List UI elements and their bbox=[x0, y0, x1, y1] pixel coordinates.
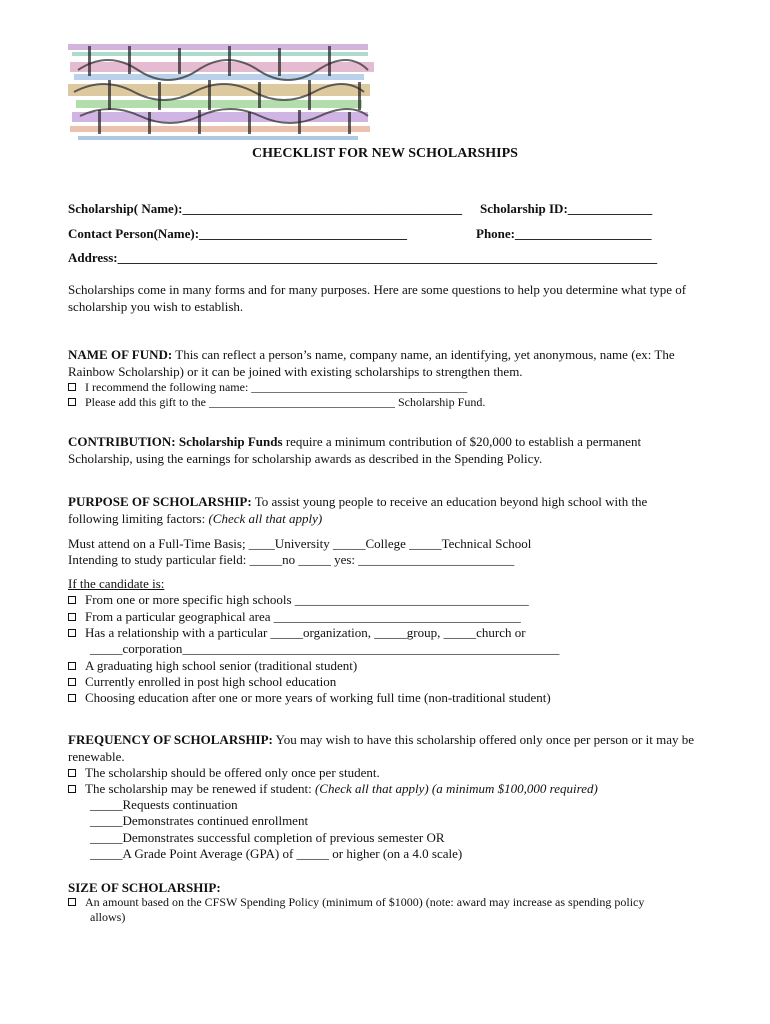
organization-logo bbox=[68, 40, 376, 144]
intro-paragraph: Scholarships come in many forms and for many purposes. Here are some questions to help you determine what type of scholarship you wish to establish. bbox=[68, 282, 687, 314]
name-of-fund-text: This can reflect a person’s name, company name, an identifying, yet anonymous, name (ex: The Rainbow Scholarship) or it can be joined with existing scholarships to strengthen them. bbox=[68, 347, 675, 379]
name-of-fund-heading: NAME OF FUND: bbox=[68, 347, 173, 362]
contribution-heading: CONTRIBUTION: Scholarship Funds bbox=[68, 434, 283, 449]
candidate-heading: If the candidate is: bbox=[68, 576, 165, 591]
checkbox-icon[interactable] bbox=[68, 613, 76, 621]
frequency-item: The scholarship should be offered only once per student. bbox=[68, 764, 380, 781]
candidate-item: Choosing education after one or more years of working full time (non-traditional student) bbox=[68, 689, 551, 706]
purpose-field-line: Intending to study particular field: _____no _____ yes: ________________________ bbox=[68, 552, 515, 567]
phone-field[interactable]: Phone:_____________________ bbox=[476, 226, 652, 241]
contact-person-field[interactable]: Contact Person(Name):________________________________ bbox=[68, 226, 408, 241]
checkbox-icon[interactable] bbox=[68, 629, 76, 637]
name-of-fund-item-2: Please add this gift to the _______________________________ Scholarship Fund. bbox=[68, 395, 485, 410]
frequency-item: The scholarship may be renewed if student: (Check all that apply) (a minimum $100,000 required) bbox=[68, 780, 598, 797]
renewal-option: _____Demonstrates successful completion of previous semester OR bbox=[90, 830, 445, 845]
purpose-attendance-line: Must attend on a Full-Time Basis; ____University _____College _____Technical School bbox=[68, 536, 532, 551]
renewal-option: _____Demonstrates continued enrollment bbox=[90, 813, 309, 828]
checkbox-icon[interactable] bbox=[68, 898, 76, 906]
purpose-paragraph bbox=[68, 493, 698, 527]
frequency-heading: FREQUENCY OF SCHOLARSHIP: bbox=[68, 732, 273, 747]
frequency-paragraph bbox=[68, 731, 708, 765]
checkbox-icon[interactable] bbox=[68, 662, 76, 670]
corporation-line: _____corporation__________________________________________________________ bbox=[90, 641, 560, 656]
scholarship-id-field[interactable]: Scholarship ID:_____________ bbox=[480, 201, 653, 216]
page-title: CHECKLIST FOR NEW SCHOLARSHIPS bbox=[252, 146, 518, 161]
checkbox-icon[interactable] bbox=[68, 398, 76, 406]
checkbox-icon[interactable] bbox=[68, 769, 76, 777]
scholarship-name-field[interactable]: Scholarship( Name):___________________________________________ bbox=[68, 201, 462, 216]
purpose-text: To assist young people to receive an education beyond high school with the following limiting factors: bbox=[68, 494, 648, 526]
candidate-item: From a particular geographical area ______________________________________ bbox=[68, 608, 521, 625]
purpose-text-italic: (Check all that apply) bbox=[208, 511, 323, 526]
size-item: An amount based on the CFSW Spending Policy (minimum of $1000) (note: award may increase as spending policy bbox=[68, 895, 644, 910]
checkbox-icon[interactable] bbox=[68, 694, 76, 702]
frequency-text: You may wish to have this scholarship offered only once per person or it may be renewable. bbox=[68, 732, 695, 764]
candidate-item: From one or more specific high schools ____________________________________ bbox=[68, 591, 529, 608]
checkbox-icon[interactable] bbox=[68, 596, 76, 604]
size-heading: SIZE OF SCHOLARSHIP: bbox=[68, 880, 221, 895]
checkbox-icon[interactable] bbox=[68, 785, 76, 793]
candidate-item: Currently enrolled in post high school education bbox=[68, 673, 336, 690]
candidate-item: A graduating high school senior (traditional student) bbox=[68, 657, 357, 674]
candidate-item: Has a relationship with a particular _____organization, _____group, _____church or bbox=[68, 624, 526, 641]
contribution-text: require a minimum contribution of $20,000 to establish a permanent Scholarship, using the earnings for scholarship awards as described in the Spending Policy. bbox=[68, 434, 642, 466]
renewal-option: _____Requests continuation bbox=[90, 797, 238, 812]
address-field[interactable]: Address:___________________________________________________________________________________ bbox=[68, 250, 658, 265]
contribution-paragraph bbox=[68, 433, 698, 467]
size-item-continuation: allows) bbox=[90, 910, 126, 924]
purpose-heading: PURPOSE OF SCHOLARSHIP: bbox=[68, 494, 252, 509]
checkbox-icon[interactable] bbox=[68, 383, 76, 391]
name-of-fund-item-1: I recommend the following name: ____________________________________ bbox=[68, 380, 467, 395]
renewal-option: _____A Grade Point Average (GPA) of _____ or higher (on a 4.0 scale) bbox=[90, 846, 463, 861]
checkbox-icon[interactable] bbox=[68, 678, 76, 686]
name-of-fund-paragraph bbox=[68, 346, 698, 380]
